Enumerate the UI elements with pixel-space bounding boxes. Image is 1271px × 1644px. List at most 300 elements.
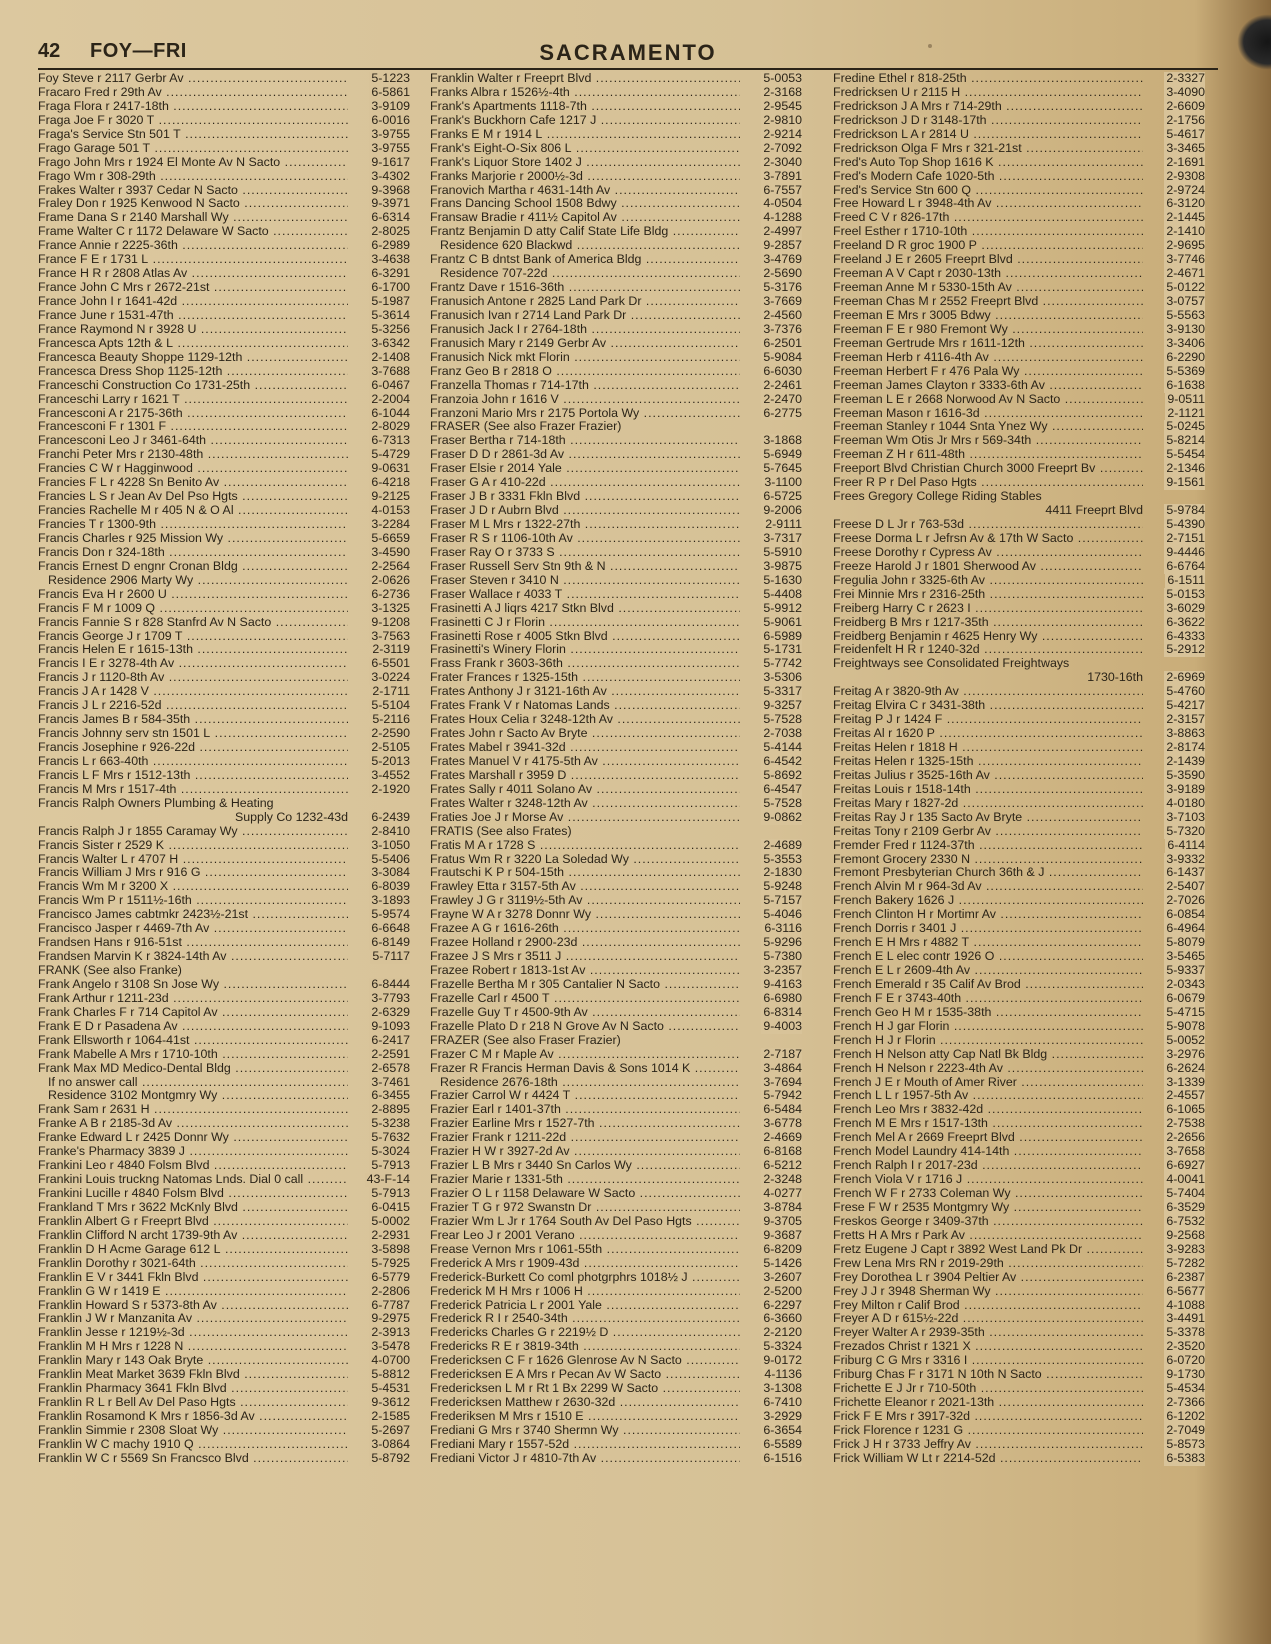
listing-name: Franzella Thomas r 714-17th ..... xyxy=(430,379,740,393)
listing-entry xyxy=(38,839,410,853)
listing-phone: 2-8410 xyxy=(371,824,410,838)
listing-phone: 5-4408 xyxy=(763,587,802,601)
listing-name: If no answer call ..... xyxy=(48,1076,348,1090)
listing-name: Franklin G W r 1419 E ..... xyxy=(38,1285,348,1299)
listing-name: Fraser Wallace r 4033 T ..... xyxy=(430,588,740,602)
listing-name: Frakes Walter r 3937 Cedar N Sacto ..... xyxy=(38,184,348,198)
listing-phone: 2-1920 xyxy=(371,782,410,796)
listing-phone: 6-2417 xyxy=(371,1033,410,1047)
listing-entry xyxy=(430,1020,802,1034)
listing-name: Frazier T G r 972 Swanstn Dr ..... xyxy=(430,1201,740,1215)
listing-entry xyxy=(833,922,1205,936)
listing-phone: 5-5369 xyxy=(1166,364,1205,378)
listing-entry xyxy=(430,1145,802,1159)
listing-entry xyxy=(38,323,410,337)
listing-name: France John C Mrs r 2672-21st ..... xyxy=(38,281,348,295)
listing-phone: 2-4997 xyxy=(763,225,802,239)
listing-phone: 3-7103 xyxy=(1166,810,1205,824)
listing-phone: 9-1617 xyxy=(371,155,410,169)
listing-name: Frates Walter r 3248-12th Av ..... xyxy=(430,797,740,811)
listing-phone: 2-3040 xyxy=(763,155,802,169)
listing-name: Fredericks Charles G r 2219½ D ..... xyxy=(430,1326,740,1340)
listing-phone: 6-0679 xyxy=(1166,991,1205,1005)
listing-phone: 9-2857 xyxy=(763,239,802,253)
listing-entry xyxy=(430,351,802,365)
listing-name: Frank Max MD Medico-Dental Bldg ..... xyxy=(38,1062,348,1076)
listing-phone: 6-2387 xyxy=(1166,1270,1205,1284)
listing-phone: 5-7320 xyxy=(1166,824,1205,838)
listing-name: Francis William J Mrs r 916 G ..... xyxy=(38,866,348,880)
listing-name: Francis Ralph J r 1855 Caramay Wy ..... xyxy=(38,825,348,839)
listing-name: Residence 3102 Montgmry Wy ..... xyxy=(48,1089,348,1103)
listing-entry xyxy=(430,267,802,281)
listing-entry xyxy=(833,992,1205,1006)
listing-name: Freese D L Jr r 763-53d ..... xyxy=(833,518,1143,532)
listing-entry xyxy=(833,1438,1205,1452)
listing-name: Freitas Louis r 1518-14th ..... xyxy=(833,783,1143,797)
listing-entry xyxy=(38,1229,410,1243)
listing-entry xyxy=(430,281,802,295)
listing-name: Francis Johnny serv stn 1501 L ..... xyxy=(38,727,348,741)
listing-name: Freeman Z H r 611-48th ..... xyxy=(833,448,1143,462)
listing-phone: 4-0277 xyxy=(763,1187,802,1200)
listing-name: Freeman Mason r 1616-3d ..... xyxy=(833,407,1143,421)
listing-name: Francis Fannie S r 828 Stanfrd Av N Sacto ..... xyxy=(38,616,348,630)
listing-name: Fraser M L Mrs r 1322-27th ..... xyxy=(430,518,740,532)
listing-entry xyxy=(38,894,410,908)
listing-phone: 3-7658 xyxy=(1166,1145,1205,1159)
listing-phone: 6-4547 xyxy=(763,782,802,796)
listing-phone: 6-5501 xyxy=(371,657,410,671)
listing-name: Freitag Elvira C r 3431-38th ..... xyxy=(833,699,1143,713)
listing-name: Franklin D H Acme Garage 612 L ..... xyxy=(38,1243,348,1257)
listing-entry xyxy=(833,1215,1205,1229)
listing-name: Frey Milton r Calif Brod ..... xyxy=(833,1299,1143,1313)
listing-name: Fraga's Service Stn 501 T ..... xyxy=(38,128,348,142)
listing-phone: 3-5478 xyxy=(371,1340,410,1354)
listing-entry xyxy=(430,866,802,880)
listing-name: Frazier Wm L Jr r 1764 South Av Del Paso Hgts ..... xyxy=(430,1215,740,1229)
listing-name: Fraser Russell Serv Stn 9th & N ..... xyxy=(430,560,740,574)
listing-phone: 6-6314 xyxy=(371,211,410,225)
listing-entry xyxy=(833,1243,1205,1257)
listing-phone: 5-7528 xyxy=(763,713,802,727)
listing-phone: 6-2290 xyxy=(1166,350,1205,364)
listing-name: Frazee A G r 1616-26th ..... xyxy=(430,922,740,936)
listing-entry xyxy=(833,685,1205,699)
listing-name: Frazelle Guy T r 4500-9th Av ..... xyxy=(430,1006,740,1020)
listing-entry xyxy=(833,616,1205,630)
listing-entry xyxy=(430,894,802,908)
listing-entry xyxy=(430,295,802,309)
listing-phone: 2-3248 xyxy=(763,1173,802,1187)
listing-entry xyxy=(38,699,410,713)
listing-entry xyxy=(833,1159,1205,1173)
listing-name: Freyer A D r 615½-22d ..... xyxy=(833,1312,1143,1326)
listing-entry xyxy=(833,1076,1205,1090)
listing-entry xyxy=(833,211,1205,225)
listing-phone: 3-2284 xyxy=(371,518,410,531)
listing-name: Freyer Walter A r 2939-35th ..... xyxy=(833,1326,1143,1340)
listing-phone: 2-1445 xyxy=(1166,211,1205,225)
listing-entry xyxy=(38,351,410,365)
listing-phone: 2-3168 xyxy=(763,85,802,99)
listing-phone: 3-7669 xyxy=(763,295,802,308)
listing-name: French Alvin M r 964-3d Av ..... xyxy=(833,880,1143,894)
listing-phone: 2-5690 xyxy=(763,267,802,281)
listing-entry xyxy=(430,713,802,727)
listing-phone: 6-8039 xyxy=(371,880,410,894)
listing-name: Fraser Ray O r 3733 S ..... xyxy=(430,546,740,560)
listing-entry xyxy=(38,295,410,309)
listing-phone: 2-3327 xyxy=(1166,72,1205,85)
listing-entry xyxy=(833,839,1205,853)
listing-phone: 9-1730 xyxy=(1166,1368,1205,1382)
listing-phone: 5-7913 xyxy=(371,1159,410,1173)
listing-entry xyxy=(833,365,1205,379)
listing-name: Frame Dana S r 2140 Marshall Wy ..... xyxy=(38,211,348,225)
listing-name: Freeman E Mrs r 3005 Bdwy ..... xyxy=(833,309,1143,323)
listing-phone: 5-3590 xyxy=(1166,768,1205,782)
listing-name: Fretz Eugene J Capt r 3892 West Land Pk Dr ..... xyxy=(833,1243,1143,1257)
listing-name: Frazee Robert r 1813-1st Av ..... xyxy=(430,964,740,978)
listing-phone: 6-3455 xyxy=(371,1089,410,1103)
listing-entry xyxy=(38,309,410,323)
listing-entry xyxy=(38,1145,410,1159)
listing-entry xyxy=(38,1354,410,1368)
listing-name: Frey J J r 3948 Sherman Wy ..... xyxy=(833,1285,1143,1299)
listing-phone: 9-1561 xyxy=(1166,476,1205,490)
listing-phone: 2-0343 xyxy=(1166,977,1205,991)
listing-phone: 2-4671 xyxy=(1166,267,1205,281)
listing-name: Franklin R L r Bell Av Del Paso Hgts ..... xyxy=(38,1396,348,1410)
listing-entry xyxy=(38,908,410,922)
listing-entry xyxy=(430,337,802,351)
listing-name: Fraser Steven r 3410 N ..... xyxy=(430,574,740,588)
listing-entry xyxy=(833,936,1205,950)
listing-name: Frew Lena Mrs RN r 2019-29th ..... xyxy=(833,1257,1143,1271)
listing-phone: 5-7117 xyxy=(372,950,410,964)
listing-phone: 5-2013 xyxy=(371,754,410,768)
listing-name: Freed C V r 826-17th ..... xyxy=(833,211,1143,225)
listing-entry xyxy=(833,671,1205,685)
listing-entry xyxy=(430,114,802,128)
listing-name: Freeman F E r 980 Fremont Wy ..... xyxy=(833,323,1143,337)
listing-name: France F E r 1731 L ..... xyxy=(38,253,348,267)
listing-phone: 2-8895 xyxy=(371,1103,410,1117)
listing-phone: 6-7313 xyxy=(371,434,410,448)
listing-entry xyxy=(430,546,802,560)
listing-name: Frederick-Burkett Co coml photgrphrs 1018½ J ..... xyxy=(430,1271,740,1285)
listing-phone: 9-4446 xyxy=(1166,545,1205,559)
listing-name: Fredrickson J D r 3148-17th ..... xyxy=(833,114,1143,128)
listing-phone: 2-7092 xyxy=(763,141,802,155)
listing-entry xyxy=(38,588,410,602)
listing-entry xyxy=(430,560,802,574)
listing-entry xyxy=(38,1340,410,1354)
listing-entry xyxy=(38,1103,410,1117)
listing-name: French Bakery 1626 J ..... xyxy=(833,894,1143,908)
listing-entry xyxy=(833,769,1205,783)
listing-name: French Leo Mrs r 3832-42d ..... xyxy=(833,1103,1143,1117)
listing-phone: 2-1410 xyxy=(1166,225,1205,239)
listing-name: French H J gar Florin ..... xyxy=(833,1020,1143,1034)
listing-name: Frates Mabel r 3941-32d ..... xyxy=(430,741,740,755)
listing-name: France June r 1531-47th ..... xyxy=(38,309,348,323)
listing-name: Frates Manuel V r 4175-5th Av ..... xyxy=(430,755,740,769)
listing-name: Frichette Eleanor r 2021-13th ..... xyxy=(833,1396,1143,1410)
listing-name: Franusich Jack I r 2764-18th ..... xyxy=(430,323,740,337)
listing-name: Freese Dorma L r Jefrsn Av & 17th W Sacto ..... xyxy=(833,532,1143,546)
listing-name: Frei Minnie Mrs r 2316-25th ..... xyxy=(833,588,1143,602)
listing-entry xyxy=(430,825,802,839)
listing-entry xyxy=(833,1048,1205,1062)
listing-name: FRASER (See also Frazer Frazier) xyxy=(430,420,622,434)
listing-phone: 9-3612 xyxy=(371,1396,410,1410)
listing-phone: 6-3116 xyxy=(764,922,802,936)
listing-entry xyxy=(430,699,802,713)
paper-spot xyxy=(928,44,932,48)
listing-entry xyxy=(430,1257,802,1271)
listing-phone: 9-3687 xyxy=(763,1228,802,1242)
listing-name: Francesconi F r 1301 F ..... xyxy=(38,420,348,434)
listing-phone: 5-7742 xyxy=(763,657,802,671)
listing-name: France John I r 1641-42d ..... xyxy=(38,295,348,309)
listing-entry xyxy=(430,407,802,421)
listing-name: Frantz C B dntst Bank of America Bldg ..... xyxy=(430,253,740,267)
listing-phone: 3-6342 xyxy=(371,336,410,350)
listing-phone: 5-4715 xyxy=(1166,1005,1205,1019)
listing-name: Frazier Earline Mrs r 1527-7th ..... xyxy=(430,1117,740,1131)
listing-entry xyxy=(38,267,410,281)
listing-phone: 2-6329 xyxy=(371,1005,410,1019)
listing-phone: 5-5910 xyxy=(763,545,802,559)
listing-name: Frazier Frank r 1211-22d ..... xyxy=(430,1131,740,1145)
listing-entry xyxy=(430,936,802,950)
listing-phone: 2-1439 xyxy=(1166,754,1205,768)
listing-entry xyxy=(38,630,410,644)
listing-entry xyxy=(430,448,802,462)
listing-phone: 3-4638 xyxy=(371,253,410,267)
listing-name: Fraties Joe J r Morse Av ..... xyxy=(430,811,740,825)
listing-name: Francis Helen E r 1615-13th ..... xyxy=(38,643,348,657)
listing-phone: 5-2912 xyxy=(1166,643,1205,657)
listing-phone: 2-7538 xyxy=(1166,1117,1205,1131)
listing-phone: 3-9283 xyxy=(1166,1242,1205,1256)
listing-phone: 5-7645 xyxy=(763,462,802,476)
listing-name: Francis Wm P r 1511½-16th ..... xyxy=(38,894,348,908)
listing-phone: 6-1065 xyxy=(1166,1103,1205,1117)
listing-name: Freeze Harold J r 1801 Sherwood Av ..... xyxy=(833,560,1143,574)
listing-name: Fraser J B r 3331 Fkln Blvd ..... xyxy=(430,490,740,504)
listing-name: Frates Marshall r 3959 D ..... xyxy=(430,769,740,783)
listing-entry xyxy=(833,1131,1205,1145)
listing-phone: 6-0415 xyxy=(371,1200,410,1214)
listing-entry xyxy=(430,1034,802,1048)
listing-phone: 3-1893 xyxy=(371,894,410,908)
listing-name: Francesconi Leo J r 3461-64th ..... xyxy=(38,434,348,448)
listing-phone: 9-1208 xyxy=(371,615,410,629)
listing-name: Frates Anthony J r 3121-16th Av ..... xyxy=(430,685,740,699)
listing-phone: 2-9695 xyxy=(1166,239,1205,253)
listing-entry xyxy=(833,713,1205,727)
listing-entry xyxy=(430,1368,802,1382)
listing-name: Franchi Peter Mrs r 2130-48th ..... xyxy=(38,448,348,462)
listing-entry xyxy=(38,922,410,936)
listing-entry xyxy=(430,783,802,797)
listing-name: Franklin W C machy 1910 Q ..... xyxy=(38,1438,348,1452)
name-range: FOY—FRI xyxy=(90,40,187,62)
listing-name: Francis J r 1120-8th Av ..... xyxy=(38,671,348,685)
listing-entry xyxy=(833,560,1205,574)
listing-phone: 6-2624 xyxy=(1166,1061,1205,1075)
listing-phone: 2-1711 xyxy=(372,685,410,699)
listing-entry xyxy=(430,1159,802,1173)
listing-name: Freitag A r 3820-9th Av ..... xyxy=(833,685,1143,699)
listing-name: 1730-16th xyxy=(1087,671,1143,685)
listing-entry xyxy=(430,1048,802,1062)
listing-entry xyxy=(430,1326,802,1340)
listing-name: Frank Ellsworth r 1064-41st ..... xyxy=(38,1034,348,1048)
listing-phone: 6-8314 xyxy=(763,1005,802,1019)
listing-phone: 3-4552 xyxy=(371,768,410,782)
listing-name: Freese Dorothy r Cypress Av ..... xyxy=(833,546,1143,560)
listing-phone: 3-2357 xyxy=(763,964,802,977)
listing-entry xyxy=(833,100,1205,114)
listing-name: Freitas Mary r 1827-2d ..... xyxy=(833,797,1143,811)
listing-name: Freeman Gertrude Mrs r 1611-12th ..... xyxy=(833,337,1143,351)
listing-phone: 2-9111 xyxy=(765,518,802,531)
listing-phone: 3-4491 xyxy=(1166,1312,1205,1326)
listing-name: Fraser R S r 1106-10th Av ..... xyxy=(430,532,740,546)
listing-entry xyxy=(430,1452,802,1466)
listing-name: Franklin Mary r 143 Oak Bryte ..... xyxy=(38,1354,348,1368)
listing-entry xyxy=(38,825,410,839)
listing-entry xyxy=(833,950,1205,964)
listing-name: Franceschi Construction Co 1731-25th ..... xyxy=(38,379,348,393)
listing-entry xyxy=(38,420,410,434)
listing-phone: 2-1408 xyxy=(371,350,410,364)
listing-entry xyxy=(833,1299,1205,1313)
listing-name: Frederick M H Mrs r 1006 H ..... xyxy=(430,1285,740,1299)
listing-name: Francis J A r 1428 V ..... xyxy=(38,685,348,699)
listing-entry xyxy=(430,156,802,170)
listing-phone: 4-0153 xyxy=(371,504,410,518)
listing-entry xyxy=(38,142,410,156)
listing-entry xyxy=(38,434,410,448)
listing-name: Frick J H r 3733 Jeffry Av ..... xyxy=(833,1438,1143,1452)
listing-name: Francies T r 1300-9th ..... xyxy=(38,518,348,532)
listing-entry xyxy=(430,434,802,448)
listing-entry xyxy=(833,267,1205,281)
listing-phone: 3-7376 xyxy=(763,322,802,336)
listing-name: French J E r Mouth of Amer River ..... xyxy=(833,1076,1143,1090)
listing-name: Francesca Apts 12th & L ..... xyxy=(38,337,348,351)
listing-entry xyxy=(38,1048,410,1062)
listing-phone: 5-1223 xyxy=(371,72,410,85)
listing-phone: 3-1339 xyxy=(1166,1075,1205,1089)
listing-phone: 3-8784 xyxy=(763,1200,802,1214)
listing-name: Francis M Mrs r 1517-4th ..... xyxy=(38,783,348,797)
listing-name: Frazelle Carl r 4500 T ..... xyxy=(430,992,740,1006)
listing-entry xyxy=(430,1229,802,1243)
listing-name: Franklin M H Mrs r 1228 N ..... xyxy=(38,1340,348,1354)
listing-entry xyxy=(833,128,1205,142)
listing-entry xyxy=(38,253,410,267)
listing-phone: 6-8168 xyxy=(763,1145,802,1159)
listing-phone: 2-5105 xyxy=(371,741,410,754)
listing-phone: 3-7891 xyxy=(763,169,802,183)
listing-entry xyxy=(833,490,1205,504)
listing-name: Francies L S r Jean Av Del Pso Hgts ..... xyxy=(38,490,348,504)
listing-name: Francis L F Mrs r 1512-13th ..... xyxy=(38,769,348,783)
listing-entry xyxy=(430,908,802,922)
listing-name: Frawley Etta r 3157-5th Av ..... xyxy=(430,880,740,894)
listing-name: Fredricksen U r 2115 H ..... xyxy=(833,86,1143,100)
listing-phone: 9-2975 xyxy=(371,1312,410,1326)
listing-phone: 3-8863 xyxy=(1166,727,1205,741)
listing-phone: 2-2806 xyxy=(371,1284,410,1298)
listing-phone: 2-5407 xyxy=(1166,880,1205,894)
listing-entry xyxy=(38,490,410,504)
listing-name: Freidenfelt H R r 1240-32d ..... xyxy=(833,643,1143,657)
listing-name: Freskos George r 3409-37th ..... xyxy=(833,1215,1143,1229)
listing-phone: 2-1121 xyxy=(1167,406,1205,420)
listing-phone: 5-4534 xyxy=(1166,1382,1205,1396)
listing-entry xyxy=(38,853,410,867)
listing-name: French Clinton H r Mortimr Av ..... xyxy=(833,908,1143,922)
listing-phone: 6-0467 xyxy=(371,378,410,392)
listing-phone: 3-1100 xyxy=(764,476,802,490)
listing-entry xyxy=(833,853,1205,867)
listing-entry xyxy=(833,448,1205,462)
listing-entry xyxy=(38,1368,410,1382)
listing-phone: 3-9109 xyxy=(371,99,410,113)
listing-name: Fretts H A Mrs r Park Av ..... xyxy=(833,1229,1143,1243)
listing-phone: 5-8079 xyxy=(1166,936,1205,950)
listing-column-3 xyxy=(833,72,1205,1466)
listing-name: Freitas Ray J r 135 Sacto Av Bryte ..... xyxy=(833,811,1143,825)
listing-entry xyxy=(430,100,802,114)
listing-entry xyxy=(38,671,410,685)
listing-name: Francesca Beauty Shoppe 1129-12th ..... xyxy=(38,351,348,365)
listing-entry xyxy=(833,1257,1205,1271)
listing-entry xyxy=(430,170,802,184)
listing-name: Franovich Martha r 4631-14th Av ..... xyxy=(430,184,740,198)
listing-entry xyxy=(430,1062,802,1076)
listing-entry xyxy=(833,978,1205,992)
listing-entry xyxy=(38,936,410,950)
listing-phone: 2-2120 xyxy=(763,1326,802,1340)
listing-phone: 2-9545 xyxy=(763,99,802,113)
listing-name: Frazier L B Mrs r 3440 Sn Carlos Wy ..... xyxy=(430,1159,740,1173)
listing-entry xyxy=(833,797,1205,811)
listing-phone: 3-9755 xyxy=(371,141,410,155)
listing-name: Fremont Grocery 2330 N ..... xyxy=(833,853,1143,867)
listing-entry xyxy=(38,1299,410,1313)
listing-entry xyxy=(833,602,1205,616)
listing-name: Franks E M r 1914 L ..... xyxy=(430,128,740,142)
listing-entry xyxy=(38,365,410,379)
listing-name: Frick Florence r 1231 G ..... xyxy=(833,1424,1143,1438)
listing-name: Frantz Dave r 1516-36th ..... xyxy=(430,281,740,295)
listing-entry xyxy=(430,225,802,239)
listing-phone: 9-3705 xyxy=(763,1214,802,1228)
listing-name: Frediani G Mrs r 3740 Shermn Wy ..... xyxy=(430,1424,740,1438)
listing-name: FRAZER (See also Fraser Frazier) xyxy=(430,1033,621,1047)
listing-phone: 6-3291 xyxy=(371,267,410,281)
listing-name: Freightways see Consolidated Freightways xyxy=(833,657,1070,671)
